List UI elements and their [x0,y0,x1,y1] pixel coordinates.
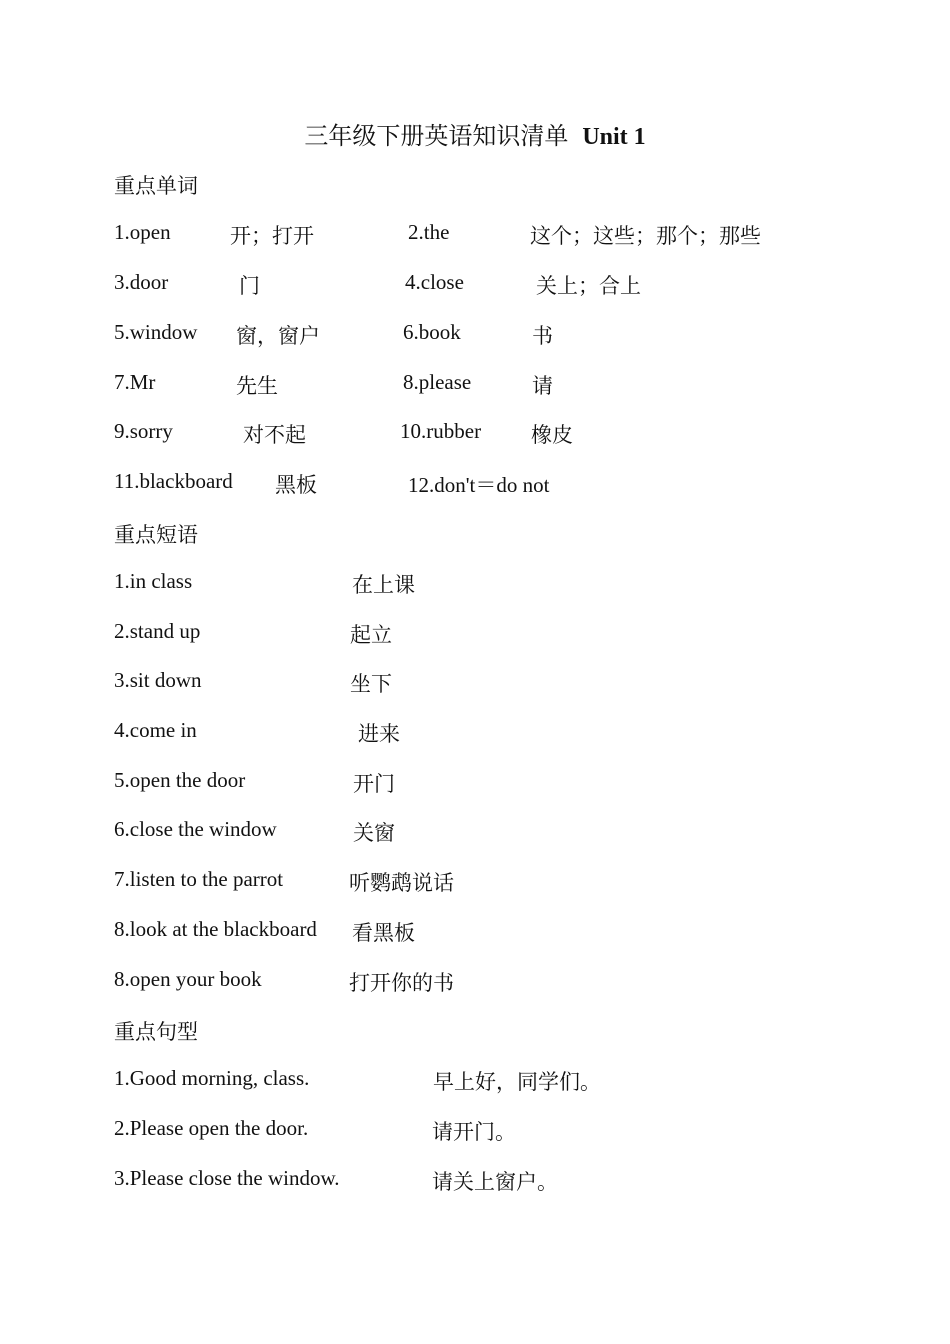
phrase-cn: 听鹦鹉说话 [349,871,454,895]
word-row [0,419,950,449]
phrase-row [0,867,950,897]
word-en: 7.Mr [114,370,156,394]
phrase-row [0,817,950,847]
word-en: 1.open [114,220,171,244]
title-unit: Unit 1 [582,124,646,150]
word-cn: 请 [532,374,553,398]
phrase-en: 8.look at the blackboard [114,917,317,941]
phrase-row [0,619,950,649]
title-main: 三年级下册英语知识清单 [304,124,569,150]
sentence-row [0,1116,950,1146]
word-en: 6.book [403,320,461,344]
word-cn: 关上；合上 [536,274,641,298]
word-en: 12.don't＝do not [408,473,550,497]
sentence-row [0,1166,950,1196]
phrase-cn: 看黑板 [352,921,415,945]
word-row [0,270,950,300]
section-heading-phrases: 重点短语 [114,523,198,547]
phrase-cn: 进来 [358,722,400,746]
phrase-row [0,768,950,798]
word-cn: 对不起 [243,423,306,447]
word-cn: 门 [239,274,260,298]
word-en: 5.window [114,320,198,344]
phrase-row [0,967,950,997]
phrase-en: 6.close the window [114,817,277,841]
phrase-cn: 打开你的书 [349,971,454,995]
word-en: 10.rubber [400,419,482,443]
word-row [0,469,950,499]
sentence-cn: 请开门。 [432,1120,516,1144]
sentence-row [0,1066,950,1096]
phrase-en: 4.come in [114,718,197,742]
sentence-en: 1.Good morning, class. [114,1066,310,1090]
phrase-en: 7.listen to the parrot [114,867,284,891]
word-en: 9.sorry [114,419,173,443]
phrase-row [0,917,950,947]
word-cn: 橡皮 [531,423,573,447]
phrase-row [0,668,950,698]
word-cn: 书 [532,324,553,348]
section-heading-sentences: 重点句型 [114,1020,198,1044]
sentence-en: 2.Please open the door. [114,1116,309,1140]
word-en: 11.blackboard [114,469,233,493]
phrase-en: 2.stand up [114,619,201,643]
word-cn: 窗，窗户 [236,324,320,348]
sentence-cn: 请关上窗户。 [432,1170,558,1194]
phrase-row [0,718,950,748]
word-row [0,370,950,400]
phrase-cn: 关窗 [353,821,395,845]
word-row [0,320,950,350]
phrase-cn: 起立 [350,623,392,647]
phrase-en: 3.sit down [114,668,202,692]
section-heading-words: 重点单词 [114,174,198,198]
phrase-row [0,569,950,599]
word-en: 8.please [403,370,472,394]
sentence-en: 3.Please close the window. [114,1166,340,1190]
word-row [0,220,950,250]
phrase-en: 5.open the door [114,768,246,792]
word-cn: 先生 [236,374,278,398]
phrase-en: 1.in class [114,569,193,593]
word-en: 4.close [405,270,464,294]
phrase-cn: 坐下 [350,672,392,696]
word-cn: 开；打开 [230,224,314,248]
word-cn: 黑板 [275,473,317,497]
phrase-cn: 开门 [353,772,395,796]
phrase-en: 8.open your book [114,967,262,991]
word-en: 3.door [114,270,169,294]
word-en: 2.the [408,220,450,244]
word-cn: 这个；这些；那个；那些 [530,224,761,248]
sentence-cn: 早上好，同学们。 [433,1070,601,1094]
page-title [0,116,950,151]
phrase-cn: 在上课 [352,573,415,597]
